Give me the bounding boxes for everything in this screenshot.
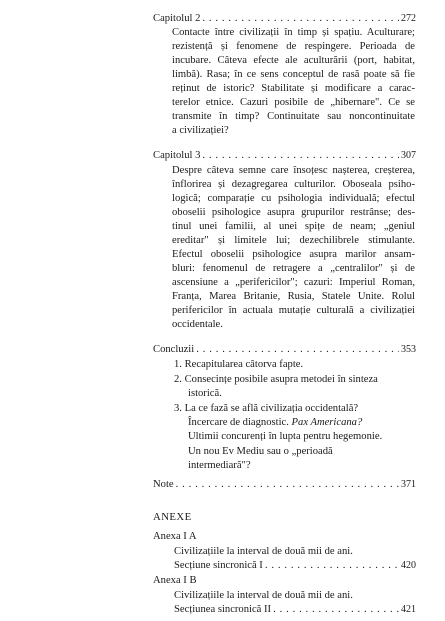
leader-dots: [202, 149, 399, 163]
conclusions-subline: Ultimii concurenți în lupta pentru hegemonie.: [188, 431, 383, 442]
chapter-2-desc-line: rezistență și fenomene de respingere. Perioada de: [172, 41, 415, 52]
toc-entry-page: 307: [401, 150, 416, 161]
chapter-2-desc-line: Contacte între civilizații în timp și spațiu. Aculturare;: [172, 27, 415, 38]
chapter-3-desc-line: înflorirea și dezagregarea culturilor. Oboseala psiho-: [172, 179, 415, 190]
chapter-3-desc-line: perifericilor în actuala mutație culturală a civilizației: [172, 305, 415, 316]
conclusions-item: 3. La ce fază se află civilizația occidentală?: [174, 403, 359, 414]
leader-dots: [273, 603, 399, 617]
toc-entry-page: 420: [401, 560, 416, 571]
chapter-3-desc-line: logică; comparație cu psihologia individuală; efectul: [172, 193, 415, 204]
chapter-3-desc-line: ascensiune a „perifericilor"; cazuri: Imperiul Roman,: [172, 277, 415, 288]
chapter-3-desc-line: occidentale.: [172, 319, 223, 330]
chapter-3-desc-line: Franța, Marea Britanie, Rusia, Statele Unite. Rolul: [172, 291, 415, 302]
conclusions-item: 1. Recapitularea câtorva fapte.: [174, 359, 304, 370]
chapter-3-desc-line: tinul unei familii, al unei spițe de neam; „geniul: [172, 221, 415, 232]
chapter-3-desc-line: ereditar" și limitele lui; dezechilibrele stimulante.: [172, 235, 415, 246]
chapter-2-desc-line: a civilizației?: [172, 125, 229, 136]
leader-dots: [176, 478, 399, 492]
conclusions-subline: [188, 416, 362, 430]
toc-entry-page: 353: [401, 344, 416, 355]
leader-dots: [265, 559, 399, 573]
annex-1a-title: Civilizațiile la interval de două mii de ani.: [174, 546, 353, 557]
toc-entry-label: Note: [153, 479, 174, 490]
leader-dots: [196, 343, 399, 357]
annex-1b-title: Civilizațiile la interval de două mii de ani.: [174, 590, 353, 601]
toc-entry-label: Concluzii: [153, 344, 195, 355]
toc-entry-chapter-2: [153, 12, 416, 26]
conclusions-item: istorică.: [188, 388, 222, 399]
chapter-3-desc-line: Despre câteva semne care însoțesc nașterea, creșterea,: [172, 165, 415, 176]
chapter-3-desc-line: Efectul oboselii psihologice asupra marilor ansam-: [172, 249, 415, 260]
toc-entry-notes: [153, 478, 416, 492]
annexes-heading: ANEXE: [153, 511, 192, 523]
chapter-2-desc-line: terelor etnice. Cazuri posibile de „hibernare". Ce se: [172, 97, 415, 108]
toc-entry-label: Capitolul 3: [153, 150, 201, 161]
toc-entry-label: Secțiunea sincronică II: [174, 604, 272, 615]
annex-1a-label: Anexa I A: [153, 531, 197, 542]
toc-entry-annex-1a: [174, 559, 416, 573]
chapter-2-desc-line: incubare. Câteva efecte ale aculturării (port, habitat,: [172, 55, 415, 66]
conclusions-sub-intro-italic: Pax Americana?: [291, 417, 363, 428]
chapter-3-desc-line: oboselii psihologice asupra grupurilor restrânse; des-: [172, 207, 415, 218]
leader-dots: [202, 12, 399, 26]
chapter-2-desc-line: reținut de istoric? Stabilitate și modificare a carac-: [172, 83, 415, 94]
chapter-2-desc-line: transmite în timp? Continuitate sau noncontinuitate: [172, 111, 415, 122]
toc-entry-conclusions: [153, 343, 416, 357]
toc-entry-label: Capitolul 2: [153, 13, 201, 24]
toc-entry-chapter-3: [153, 149, 416, 163]
toc-entry-annex-1b: [174, 603, 416, 617]
conclusions-subline: intermediară"?: [188, 460, 251, 471]
toc-entry-page: 421: [401, 604, 416, 615]
annex-1b-label: Anexa I B: [153, 575, 197, 586]
toc-entry-page: 371: [401, 479, 416, 490]
conclusions-item: 2. Consecințe posibile asupra metodei în sinteza: [174, 374, 378, 385]
conclusions-sub-intro: Încercare de diagnostic.: [188, 417, 289, 428]
toc-entry-label: Secțiune sincronică I: [174, 560, 263, 571]
toc-entry-page: 272: [401, 13, 416, 24]
chapter-2-desc-line: limbă). Rasa; în ce sens conceptul de rasă poate să fie: [172, 69, 415, 80]
chapter-3-desc-line: bluri: fenomenul de retragere a „centralilor" și de: [172, 263, 415, 274]
conclusions-subline: Un nou Ev Mediu sau o „perioadă: [188, 446, 333, 457]
